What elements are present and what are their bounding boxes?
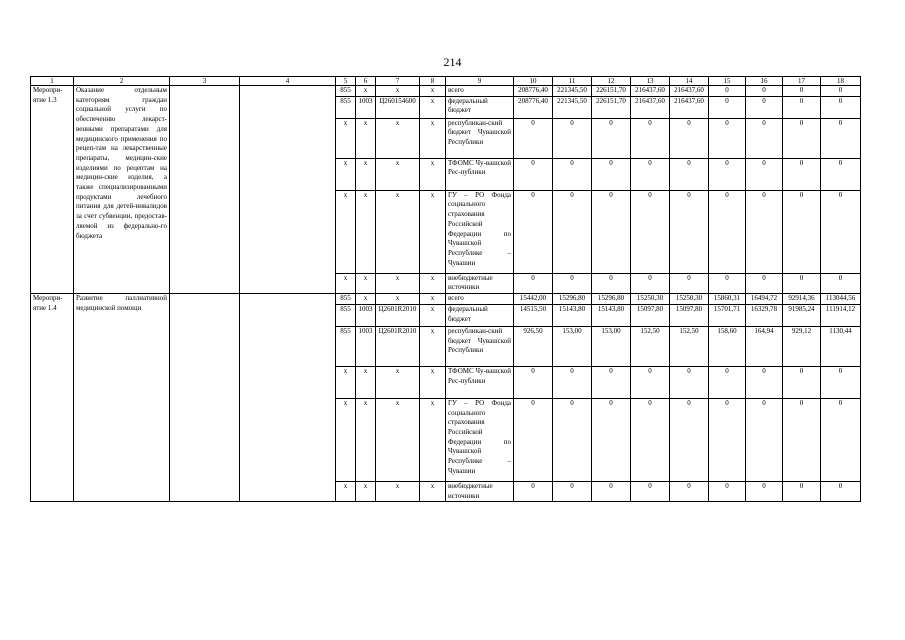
amount-cell: 0 <box>746 273 783 293</box>
amount-cell: 0 <box>553 158 592 190</box>
funding-source: ГУ – РО Фонда социального страхования Российской Федерации по Чувашской Республике – Чувашии <box>446 190 514 273</box>
amount-cell: 0 <box>553 118 592 158</box>
amount-cell: 0 <box>783 398 821 481</box>
expense-type-code: x <box>420 118 446 158</box>
header-cell: 7 <box>376 77 420 86</box>
section-code: x <box>356 86 376 97</box>
amount-cell: 0 <box>592 158 631 190</box>
amount-cell: 0 <box>821 158 861 190</box>
header-cell: 6 <box>356 77 376 86</box>
amount-cell: 0 <box>553 398 592 481</box>
section-code: x <box>356 294 376 305</box>
amount-cell: 0 <box>514 158 553 190</box>
amount-cell: 0 <box>783 273 821 293</box>
amount-cell: 0 <box>783 366 821 398</box>
header-cell: 9 <box>446 77 514 86</box>
col3-cell <box>170 86 240 294</box>
amount-cell: 0 <box>670 158 709 190</box>
amount-cell: 152,50 <box>670 326 709 366</box>
amount-cell: 0 <box>592 118 631 158</box>
amount-cell: 0 <box>670 481 709 501</box>
amount-cell: 0 <box>709 366 746 398</box>
amount-cell: 216437,60 <box>631 96 670 118</box>
funding-source: ТФОМС Чу-вашской Рес-публики <box>446 366 514 398</box>
amount-cell: 0 <box>821 190 861 273</box>
grbs-code: 855 <box>336 294 356 305</box>
header-cell: 11 <box>553 77 592 86</box>
expense-type-code: x <box>420 86 446 97</box>
amount-cell: 0 <box>631 190 670 273</box>
header-cell: 12 <box>592 77 631 86</box>
funding-source: всего <box>446 294 514 305</box>
amount-cell: 0 <box>631 481 670 501</box>
amount-cell: 153,00 <box>553 326 592 366</box>
amount-cell: 0 <box>746 398 783 481</box>
funding-source: ГУ – РО Фонда социального страхования Российской Федерации по Чувашской Республике – Чувашии <box>446 398 514 481</box>
header-cell: 4 <box>240 77 336 86</box>
amount-cell: 15097,80 <box>670 304 709 326</box>
section-code: 1003 <box>356 304 376 326</box>
section-code: x <box>356 398 376 481</box>
grbs-code: x <box>336 158 356 190</box>
funding-source: ТФОМС Чу-вашской Рес-публики <box>446 158 514 190</box>
amount-cell: 221345,50 <box>553 96 592 118</box>
target-article-code: x <box>376 481 420 501</box>
section-code: x <box>356 366 376 398</box>
grbs-code: x <box>336 366 356 398</box>
amount-cell: 0 <box>514 481 553 501</box>
amount-cell: 216437,60 <box>631 86 670 97</box>
amount-cell: 0 <box>631 398 670 481</box>
amount-cell: 0 <box>709 158 746 190</box>
amount-cell: 91985,24 <box>783 304 821 326</box>
target-article-code: Ц2601R2010 <box>376 304 420 326</box>
target-article-code: x <box>376 118 420 158</box>
grbs-code: x <box>336 398 356 481</box>
amount-cell: 0 <box>592 366 631 398</box>
amount-cell: 0 <box>631 273 670 293</box>
amount-cell: 0 <box>746 481 783 501</box>
expense-type-code: x <box>420 190 446 273</box>
expense-type-code: x <box>420 273 446 293</box>
amount-cell: 16329,78 <box>746 304 783 326</box>
section-code: x <box>356 158 376 190</box>
expense-type-code: x <box>420 96 446 118</box>
amount-cell: 0 <box>709 96 746 118</box>
amount-cell: 0 <box>670 273 709 293</box>
amount-cell: 0 <box>783 86 821 97</box>
section-code: x <box>356 118 376 158</box>
col4-cell <box>240 86 336 294</box>
amount-cell: 0 <box>553 190 592 273</box>
header-cell: 15 <box>709 77 746 86</box>
funding-source: внебюджетные источники <box>446 481 514 501</box>
funding-source: республикан-ский бюджет Чувашской Республики <box>446 326 514 366</box>
amount-cell: 15860,31 <box>709 294 746 305</box>
section-code: x <box>356 190 376 273</box>
amount-cell: 15442,00 <box>514 294 553 305</box>
table-row <box>31 294 861 305</box>
expense-type-code: x <box>420 481 446 501</box>
amount-cell: 0 <box>553 481 592 501</box>
amount-cell: 0 <box>746 96 783 118</box>
amount-cell: 208776,40 <box>514 96 553 118</box>
amount-cell: 926,50 <box>514 326 553 366</box>
amount-cell: 0 <box>514 273 553 293</box>
amount-cell: 0 <box>746 86 783 97</box>
amount-cell: 15296,80 <box>592 294 631 305</box>
table-row <box>31 86 861 97</box>
grbs-code: 855 <box>336 86 356 97</box>
amount-cell: 929,12 <box>783 326 821 366</box>
grbs-code: x <box>336 190 356 273</box>
amount-cell: 0 <box>783 118 821 158</box>
amount-cell: 153,00 <box>592 326 631 366</box>
amount-cell: 0 <box>709 273 746 293</box>
funding-source: внебюджетные источники <box>446 273 514 293</box>
amount-cell: 0 <box>821 273 861 293</box>
activity-code: Меропри-ятие 1.3 <box>31 86 74 294</box>
amount-cell: 15143,80 <box>592 304 631 326</box>
amount-cell: 0 <box>631 366 670 398</box>
amount-cell: 0 <box>670 366 709 398</box>
amount-cell: 16494,72 <box>746 294 783 305</box>
amount-cell: 164,94 <box>746 326 783 366</box>
amount-cell: 0 <box>514 190 553 273</box>
target-article-code: Ц2601R2010 <box>376 326 420 366</box>
amount-cell: 0 <box>631 118 670 158</box>
amount-cell: 221345,50 <box>553 86 592 97</box>
target-article-code: x <box>376 294 420 305</box>
amount-cell: 0 <box>821 481 861 501</box>
amount-cell: 0 <box>670 190 709 273</box>
amount-cell: 0 <box>709 118 746 158</box>
amount-cell: 158,60 <box>709 326 746 366</box>
amount-cell: 15701,71 <box>709 304 746 326</box>
funding-source: всего <box>446 86 514 97</box>
grbs-code: 855 <box>336 304 356 326</box>
amount-cell: 14515,50 <box>514 304 553 326</box>
amount-cell: 0 <box>746 158 783 190</box>
col3-cell <box>170 294 240 502</box>
amount-cell: 208776,40 <box>514 86 553 97</box>
amount-cell: 0 <box>783 190 821 273</box>
expense-type-code: x <box>420 294 446 305</box>
expense-type-code: x <box>420 326 446 366</box>
target-article-code: Ц260154600 <box>376 96 420 118</box>
expense-type-code: x <box>420 398 446 481</box>
amount-cell: 0 <box>821 398 861 481</box>
amount-cell: 0 <box>821 366 861 398</box>
section-code: x <box>356 273 376 293</box>
amount-cell: 0 <box>553 366 592 398</box>
amount-cell: 0 <box>709 481 746 501</box>
amount-cell: 0 <box>783 158 821 190</box>
header-cell: 13 <box>631 77 670 86</box>
amount-cell: 0 <box>631 158 670 190</box>
amount-cell: 226151,70 <box>592 86 631 97</box>
amount-cell: 1130,44 <box>821 326 861 366</box>
target-article-code: x <box>376 273 420 293</box>
funding-source: республикан-ский бюджет Чувашской Республики <box>446 118 514 158</box>
amount-cell: 0 <box>592 273 631 293</box>
amount-cell: 0 <box>821 118 861 158</box>
header-cell: 1 <box>31 77 74 86</box>
amount-cell: 0 <box>514 398 553 481</box>
amount-cell: 0 <box>553 273 592 293</box>
amount-cell: 15250,30 <box>670 294 709 305</box>
target-article-code: x <box>376 398 420 481</box>
activity-title: Развитие паллиативной медицинской помощи <box>74 294 170 502</box>
amount-cell: 15296,80 <box>553 294 592 305</box>
amount-cell: 0 <box>514 366 553 398</box>
amount-cell: 0 <box>746 118 783 158</box>
funding-source: федеральный бюджет <box>446 96 514 118</box>
activity-code: Меропри-ятие 1.4 <box>31 294 74 502</box>
amount-cell: 0 <box>783 481 821 501</box>
amount-cell: 92914,36 <box>783 294 821 305</box>
amount-cell: 0 <box>670 398 709 481</box>
amount-cell: 0 <box>821 86 861 97</box>
grbs-code: 855 <box>336 326 356 366</box>
expense-type-code: x <box>420 366 446 398</box>
amount-cell: 0 <box>592 481 631 501</box>
amount-cell: 111914,12 <box>821 304 861 326</box>
funding-source: федеральный бюджет <box>446 304 514 326</box>
target-article-code: x <box>376 190 420 273</box>
header-row <box>31 77 861 86</box>
amount-cell: 216437,60 <box>670 96 709 118</box>
amount-cell: 0 <box>514 118 553 158</box>
target-article-code: x <box>376 86 420 97</box>
activity-title: Оказание отдельным категориям граждан социальной услуги по обеспечению лекарст-венными препаратами для медицинского применения по рецеп-там на лекарственные препараты, медицин-ские изделиями по рецептам на медицин-ские изделия, а также специализированными продуктами лечебного питания для детей-инвалидов за счет субвенции, предостав-ляемой из федерально-го бюджета <box>74 86 170 294</box>
amount-cell: 226151,70 <box>592 96 631 118</box>
target-article-code: x <box>376 366 420 398</box>
budget-table <box>30 76 861 502</box>
page-number: 214 <box>443 55 462 69</box>
grbs-code: x <box>336 273 356 293</box>
amount-cell: 113044,56 <box>821 294 861 305</box>
section-code: 1003 <box>356 96 376 118</box>
expense-type-code: x <box>420 158 446 190</box>
header-cell: 3 <box>170 77 240 86</box>
amount-cell: 0 <box>592 190 631 273</box>
amount-cell: 0 <box>709 398 746 481</box>
header-cell: 17 <box>783 77 821 86</box>
expense-type-code: x <box>420 304 446 326</box>
amount-cell: 0 <box>670 118 709 158</box>
target-article-code: x <box>376 158 420 190</box>
header-cell: 16 <box>746 77 783 86</box>
amount-cell: 15143,80 <box>553 304 592 326</box>
section-code: x <box>356 481 376 501</box>
grbs-code: x <box>336 481 356 501</box>
amount-cell: 15250,30 <box>631 294 670 305</box>
amount-cell: 216437,60 <box>670 86 709 97</box>
header-cell: 5 <box>336 77 356 86</box>
amount-cell: 0 <box>592 398 631 481</box>
amount-cell: 0 <box>783 96 821 118</box>
section-code: 1003 <box>356 326 376 366</box>
grbs-code: 855 <box>336 96 356 118</box>
amount-cell: 0 <box>709 86 746 97</box>
amount-cell: 15097,80 <box>631 304 670 326</box>
amount-cell: 0 <box>821 96 861 118</box>
col4-cell <box>240 294 336 502</box>
header-cell: 8 <box>420 77 446 86</box>
header-cell: 14 <box>670 77 709 86</box>
amount-cell: 0 <box>746 366 783 398</box>
grbs-code: x <box>336 118 356 158</box>
amount-cell: 0 <box>746 190 783 273</box>
header-cell: 18 <box>821 77 861 86</box>
amount-cell: 0 <box>709 190 746 273</box>
amount-cell: 152,50 <box>631 326 670 366</box>
header-cell: 10 <box>514 77 553 86</box>
header-cell: 2 <box>74 77 170 86</box>
